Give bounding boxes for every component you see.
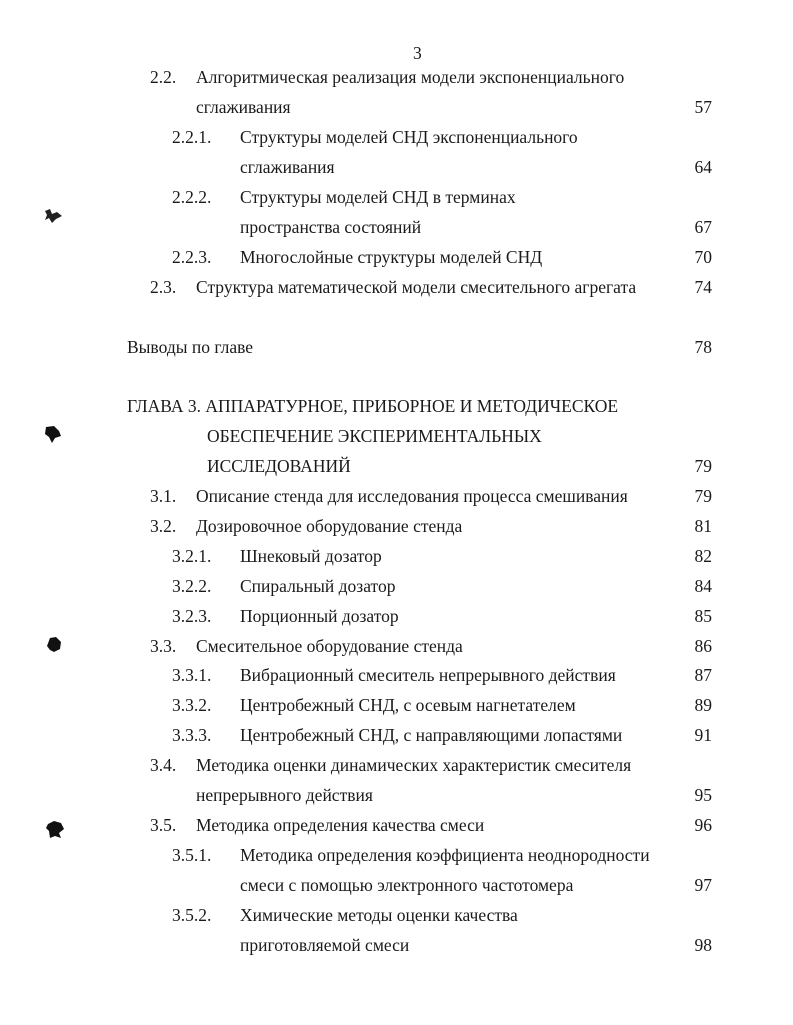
toc-page: 78 (694, 337, 712, 357)
toc-title: Дозировочное оборудование стенда (196, 516, 463, 536)
toc-number: 3.5.1. (172, 845, 212, 865)
toc-page: 79 (694, 456, 712, 476)
toc-title: Описание стенда для исследования процесса смешивания (196, 486, 628, 506)
toc-title: Методика определения коэффициента неоднородности (240, 845, 650, 865)
toc-page: 57 (694, 97, 712, 117)
toc-title-continuation: пространства состояний (240, 217, 422, 237)
toc-page: 79 (694, 486, 712, 506)
toc-number: 3.5. (150, 815, 177, 835)
toc-number: 3.5.2. (172, 905, 212, 925)
toc-page: 64 (694, 157, 712, 177)
scan-mark (42, 423, 64, 445)
toc-title: Структуры моделей СНД в терминах (240, 187, 516, 207)
page-number: 3 (413, 43, 422, 63)
toc-page: 67 (694, 217, 712, 237)
toc-title: Структуры моделей СНД экспоненциального (240, 127, 578, 147)
toc-number: 3.3.1. (172, 665, 212, 685)
toc-number: 2.3. (150, 277, 177, 297)
toc-page: 86 (694, 636, 712, 656)
toc-number: 3.2.2. (172, 576, 212, 596)
toc-page: 95 (694, 785, 712, 805)
toc-title: Структура математической модели смесительного агрегата (196, 277, 637, 297)
chapter-title: ГЛАВА 3. АППАРАТУРНОЕ, ПРИБОРНОЕ И МЕТОДИЧЕСКОЕ (127, 396, 619, 416)
toc-title: Порционный дозатор (240, 606, 399, 626)
toc-title-continuation: сглаживания (240, 157, 335, 177)
toc-page: 87 (694, 665, 712, 685)
toc-number: 3.2.3. (172, 606, 212, 626)
toc-title: Методика определения качества смеси (196, 815, 485, 835)
toc-number: 3.2. (150, 516, 177, 536)
toc-title-continuation: сглаживания (196, 97, 291, 117)
toc-title: Смесительное оборудование стенда (196, 636, 463, 656)
toc-title: Центробежный СНД, с направляющими лопастями (240, 725, 623, 745)
toc-title: Химические методы оценки качества (240, 905, 518, 925)
toc-number: 3.2.1. (172, 546, 212, 566)
scan-mark (42, 207, 66, 225)
chapter-title-continuation: ИССЛЕДОВАНИЙ (207, 456, 351, 476)
toc-page: 70 (694, 247, 712, 267)
scan-mark (44, 634, 66, 656)
toc-title-continuation: смеси с помощью электронного частотомера (240, 875, 574, 895)
toc-title: Методика оценки динамических характеристик смесителя (196, 755, 632, 775)
toc-page: 98 (694, 935, 712, 955)
toc-number: 2.2. (150, 67, 177, 87)
toc-title: Шнековый дозатор (240, 546, 382, 566)
toc-number: 3.3.3. (172, 725, 212, 745)
scan-mark (44, 818, 68, 842)
chapter-title-continuation: ОБЕСПЕЧЕНИЕ ЭКСПЕРИМЕНТАЛЬНЫХ (207, 426, 542, 446)
toc-number: 2.2.1. (172, 127, 212, 147)
toc-number: 3.1. (150, 486, 177, 506)
toc-title: Алгоритмическая реализация модели экспоненциального (196, 67, 625, 87)
toc-page: 84 (694, 576, 712, 596)
toc-page: 96 (694, 815, 712, 835)
toc-title-continuation: непрерывного действия (196, 785, 373, 805)
toc-number: 3.3. (150, 636, 177, 656)
toc-number: 3.4. (150, 755, 177, 775)
toc-page: 81 (694, 516, 712, 536)
toc-page: 82 (694, 546, 712, 566)
toc-page: 89 (694, 695, 712, 715)
toc-title: Центробежный СНД, с осевым нагнетателем (240, 695, 576, 715)
toc-page: 97 (694, 875, 712, 895)
toc-title-continuation: приготовляемой смеси (240, 935, 410, 955)
toc-number: 2.2.3. (172, 247, 212, 267)
toc-page: 74 (694, 277, 712, 297)
toc-title: Выводы по главе (127, 337, 254, 357)
toc-title: Спиральный дозатор (240, 576, 396, 596)
toc-number: 2.2.2. (172, 187, 212, 207)
toc-title: Вибрационный смеситель непрерывного действия (240, 665, 616, 685)
toc-page: 85 (694, 606, 712, 626)
toc-page: 91 (694, 725, 712, 745)
toc-number: 3.3.2. (172, 695, 212, 715)
toc-title: Многослойные структуры моделей СНД (240, 247, 543, 267)
